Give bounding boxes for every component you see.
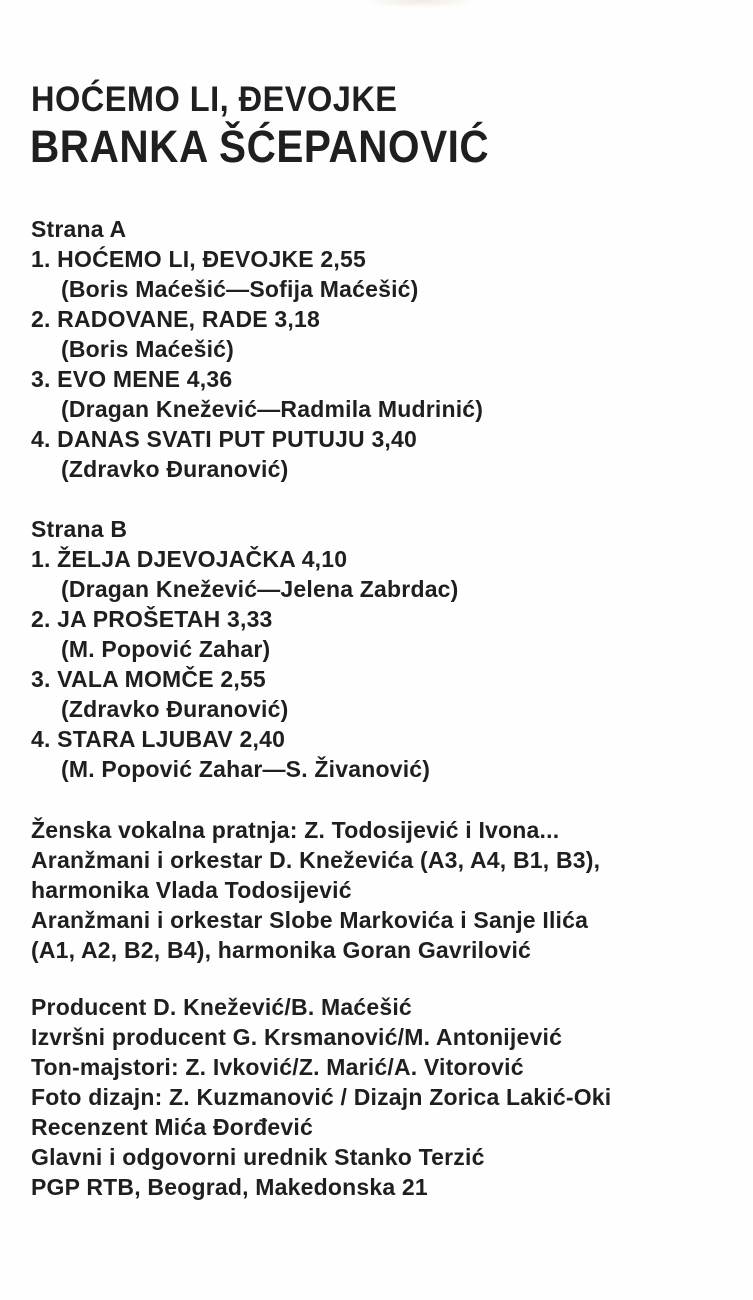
- track-credits: (Zdravko Đuranović): [61, 456, 289, 482]
- artist-name: BRANKA ŠĆEPANOVIĆ: [30, 121, 490, 172]
- production-line: Ton-majstori: Z. Ivković/Z. Marić/A. Vitorović: [31, 1054, 524, 1080]
- production-line: Izvršni producent G. Krsmanović/M. Antonijević: [31, 1024, 563, 1050]
- track-title: 3. VALA MOMČE 2,55: [31, 666, 266, 692]
- credit-line: harmonika Vlada Todosijević: [31, 877, 352, 903]
- track-credits: (Dragan Knežević—Jelena Zabrdac): [61, 576, 459, 602]
- track-title: 3. EVO MENE 4,36: [31, 366, 233, 392]
- side-a-heading: Strana A: [31, 216, 127, 242]
- track-title: 2. JA PROŠETAH 3,33: [31, 606, 273, 632]
- track-title: 4. DANAS SVATI PUT PUTUJU 3,40: [31, 426, 418, 452]
- production-line: PGP RTB, Beograd, Makedonska 21: [31, 1174, 428, 1200]
- production-line: Recenzent Mića Đorđević: [31, 1114, 313, 1140]
- track-credits: (Boris Maćešić): [61, 336, 235, 362]
- paper-smudge: [360, 0, 480, 8]
- track-credits: (Dragan Knežević—Radmila Mudrinić): [61, 396, 484, 422]
- track-credits: (M. Popović Zahar): [61, 636, 271, 662]
- credit-line: Aranžmani i orkestar D. Kneževića (A3, A4, B1, B3),: [31, 847, 601, 873]
- track-credits: (Zdravko Đuranović): [61, 696, 289, 722]
- side-b-heading: Strana B: [31, 516, 128, 542]
- track-credits: (Boris Maćešić—Sofija Maćešić): [61, 276, 419, 302]
- credit-line: Ženska vokalna pratnja: Z. Todosijević i Ivona...: [31, 817, 560, 843]
- credit-line: (A1, A2, B2, B4), harmonika Goran Gavrilović: [31, 937, 532, 963]
- side-b-tracklist: [31, 514, 459, 784]
- performance-credits: [31, 815, 600, 965]
- production-credits: [31, 992, 611, 1202]
- production-line: Producent D. Knežević/B. Maćešić: [31, 994, 412, 1020]
- track-title: 1. ŽELJA DJEVOJAČKA 4,10: [31, 546, 348, 572]
- album-title: HOĆEMO LI, ĐEVOJKE: [31, 80, 398, 119]
- track-title: 4. STARA LJUBAV 2,40: [31, 726, 286, 752]
- production-line: Foto dizajn: Z. Kuzmanović / Dizajn Zorica Lakić-Oki: [31, 1084, 612, 1110]
- track-credits: (M. Popović Zahar—S. Živanović): [61, 756, 431, 782]
- production-line: Glavni i odgovorni urednik Stanko Terzić: [31, 1144, 485, 1170]
- side-a-tracklist: [31, 214, 483, 484]
- credit-line: Aranžmani i orkestar Slobe Markovića i Sanje Ilića: [31, 907, 589, 933]
- track-title: 2. RADOVANE, RADE 3,18: [31, 306, 320, 332]
- track-title: 1. HOĆEMO LI, ĐEVOJKE 2,55: [31, 246, 366, 272]
